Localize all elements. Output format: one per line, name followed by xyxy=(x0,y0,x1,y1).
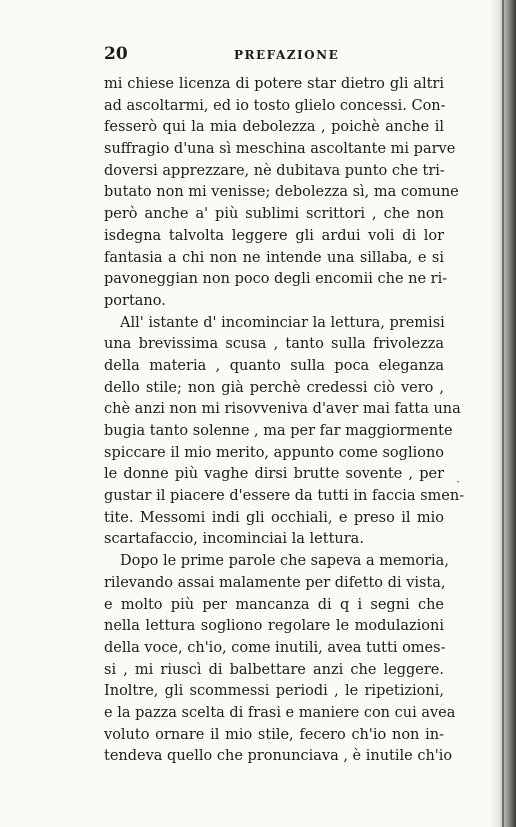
text-line: tite. Messomi indi gli occhiali, e preso il mio xyxy=(104,509,444,526)
text-line: gustar il piacere d'essere da tutti in faccia smen- xyxy=(104,488,465,505)
text-line: però anche a' più sublimi scrittori , che non xyxy=(104,206,444,223)
text-line: dello stile; non già perchè credessi ciò vero , xyxy=(104,379,444,396)
text-line: della materia , quanto sulla poca eleganza xyxy=(104,357,444,374)
text-line: portano. xyxy=(104,292,166,309)
text-line: spiccare il mio merito, appunto come sogliono xyxy=(104,444,445,461)
text-line: bugia tanto solenne , ma per far maggiormente xyxy=(104,423,453,439)
text-line: isdegna talvolta leggere gli ardui voli di lor xyxy=(104,227,444,244)
text-line: rilevando assai malamente per difetto di vista, xyxy=(104,574,446,591)
text-line: mi chiese licenza di potere star dietro gli altri xyxy=(104,76,444,92)
text-line: e la pazza scelta di frasi e maniere con cui avea xyxy=(104,704,456,721)
binding-edge xyxy=(502,0,504,827)
text-line: una brevissima scusa , tanto sulla frivolezza xyxy=(104,336,444,353)
text-line: Inoltre, gli scommessi periodi , le ripetizioni, xyxy=(104,683,444,700)
text-line: doversi apprezzare, nè dubitava punto che tri- xyxy=(104,162,445,179)
text-line: chè anzi non mi risovveniva d'aver mai fatta una xyxy=(104,401,461,418)
running-head: PREFAZIONE xyxy=(234,48,340,62)
text-line: le donne più vaghe dirsi brutte sovente , per xyxy=(104,466,444,483)
text-line: fesserò qui la mia debolezza , poichè anche il xyxy=(104,119,444,136)
text-line: tendeva quello che pronunciava , è inutile ch'io xyxy=(104,748,453,765)
text-line: butato non mi venisse; debolezza sì, ma comune xyxy=(104,184,459,201)
page-header xyxy=(104,44,444,70)
text-line: ad ascoltarmi, ed io tosto glielo concessi. Con- xyxy=(104,97,446,114)
margin-mark: · xyxy=(456,475,460,489)
text-line: si , mi riuscì di balbettare anzi che leggere. xyxy=(104,661,444,678)
text-line: scartafaccio, incominciai la lettura. xyxy=(104,531,364,548)
text-line: Dopo le prime parole che sapeva a memoria, xyxy=(120,553,449,570)
text-line: fantasia a chi non ne intende una sillaba, e si xyxy=(104,249,444,266)
text-line: e molto più per mancanza di q i segni che xyxy=(104,596,444,613)
text-line: della voce, ch'io, come inutili, avea tutti omes- xyxy=(104,639,446,656)
text-line: pavoneggian non poco degli encomii che ne ri- xyxy=(104,271,448,288)
text-line: voluto ornare il mio stile, fecero ch'io non in- xyxy=(104,726,444,743)
text-line: All' istante d' incominciar la lettura, premisi xyxy=(120,314,445,331)
text-line: suffragio d'una sì meschina ascoltante mi parve xyxy=(104,141,456,158)
body-text xyxy=(104,74,465,768)
page-number: 20 xyxy=(104,44,128,64)
text-line: nella lettura sogliono regolare le modulazioni xyxy=(104,618,444,635)
